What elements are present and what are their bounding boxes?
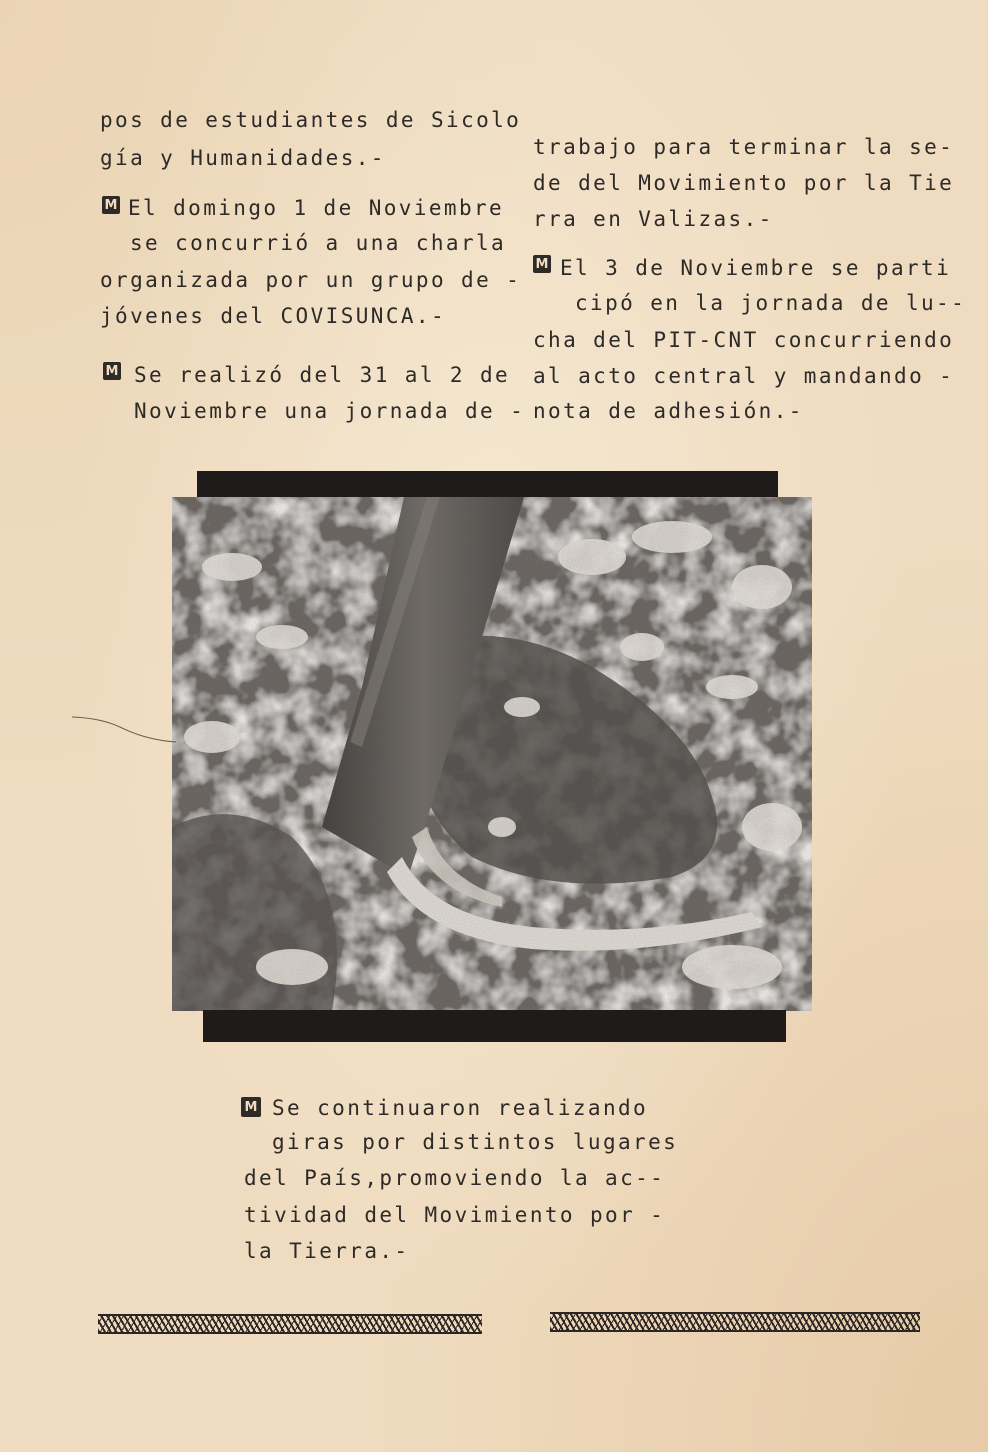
movement-logo-icon: M bbox=[533, 255, 551, 273]
hoe-in-soil-photo bbox=[172, 497, 812, 1011]
photo-bottom-bar bbox=[203, 1010, 786, 1042]
movement-logo-icon: M bbox=[241, 1097, 261, 1117]
movement-logo-icon: M bbox=[103, 362, 121, 380]
right-line-1: trabajo para terminar la se- bbox=[533, 135, 955, 159]
decorative-rule-left bbox=[98, 1314, 482, 1334]
left-line-7: Se realizó del 31 al 2 de bbox=[134, 363, 511, 387]
right-line-4: El 3 de Noviembre se parti bbox=[560, 256, 952, 280]
photo-top-bar bbox=[197, 471, 778, 498]
bottom-line-2: giras por distintos lugares bbox=[272, 1130, 679, 1154]
bottom-line-5: la Tierra.- bbox=[244, 1239, 410, 1263]
right-line-6: cha del PIT-CNT concurriendo bbox=[533, 328, 955, 352]
right-line-5: cipó en la jornada de lu-- bbox=[575, 291, 967, 315]
left-line-1: pos de estudiantes de Sicolo bbox=[100, 108, 522, 132]
left-line-8: Noviembre una jornada de - bbox=[134, 399, 526, 423]
right-line-3: rra en Valizas.- bbox=[533, 207, 774, 231]
bottom-line-4: tividad del Movimiento por - bbox=[244, 1203, 666, 1227]
right-line-2: de del Movimiento por la Tie bbox=[533, 171, 955, 195]
left-line-3: El domingo 1 de Noviembre bbox=[128, 196, 505, 220]
left-line-2: gía y Humanidades.- bbox=[100, 146, 386, 170]
right-line-8: nota de adhesión.- bbox=[533, 399, 804, 423]
paper-crease-mark bbox=[72, 712, 182, 752]
decorative-rule-right bbox=[550, 1312, 920, 1332]
right-line-7: al acto central y mandando - bbox=[533, 364, 955, 388]
bottom-line-3: del País,promoviendo la ac-- bbox=[244, 1166, 666, 1190]
left-line-4: se concurrió a una charla bbox=[130, 231, 507, 255]
movement-logo-icon: M bbox=[102, 196, 120, 214]
left-line-5: organizada por un grupo de - bbox=[100, 268, 522, 292]
bottom-line-1: Se continuaron realizando bbox=[272, 1096, 649, 1120]
left-line-6: jóvenes del COVISUNCA.- bbox=[100, 304, 446, 328]
